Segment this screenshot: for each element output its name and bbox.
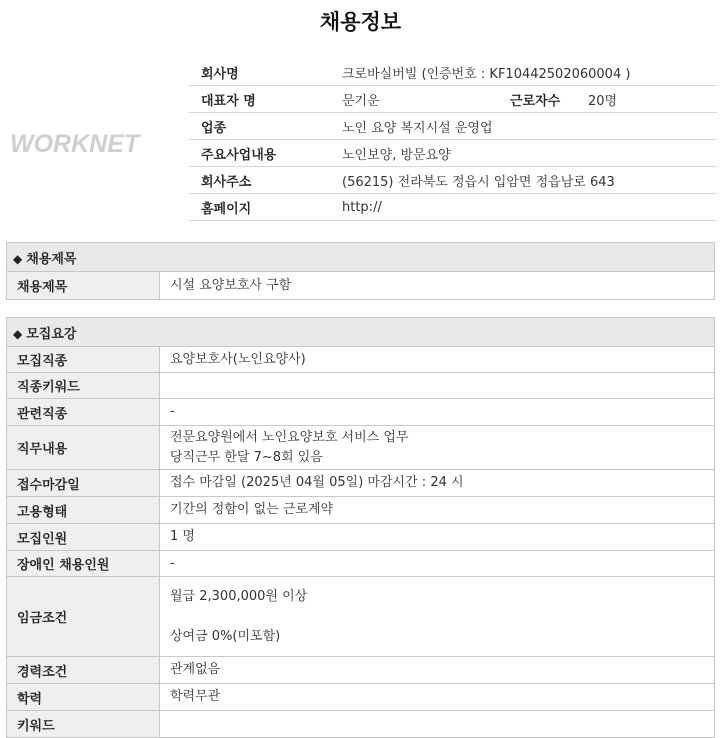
requirement-value-line: 요양보호사(노인요양사) — [170, 351, 306, 367]
requirement-row — [7, 399, 715, 426]
requirement-row — [7, 373, 715, 399]
job-title-section-header — [7, 243, 715, 272]
requirement-value — [160, 497, 715, 524]
requirements-section-header — [7, 318, 715, 347]
requirement-value-line: - — [170, 555, 175, 571]
diamond-icon: ◆ — [13, 326, 23, 341]
requirements-section-label: 모집요강 — [26, 326, 77, 342]
company-row-homepage — [189, 194, 717, 221]
requirement-value-line: 당직근무 한달 7~8회 있음 — [170, 449, 323, 465]
requirement-value — [160, 711, 715, 738]
requirement-label: 고용형태 — [7, 497, 160, 524]
requirement-value-line: 상여금 0%(미포함) — [170, 628, 281, 644]
requirement-value-line: 기간의 정함이 없는 근로계약 — [170, 502, 334, 517]
requirement-row — [7, 684, 715, 711]
requirement-value-line — [170, 714, 714, 734]
requirement-value — [160, 347, 715, 373]
worknet-logo: WORKNET — [10, 130, 140, 158]
company-row-address — [189, 167, 717, 194]
requirement-value-line: - — [170, 404, 175, 419]
requirement-value-line: 전문요양원에서 노인요양보호 서비스 업무 — [170, 429, 409, 445]
requirement-row — [7, 426, 715, 470]
ceo-value: 문기운 — [342, 93, 380, 109]
requirement-row — [7, 470, 715, 497]
requirement-value — [160, 399, 715, 426]
company-name-label: 회사명 — [189, 59, 329, 86]
requirement-value-line — [170, 376, 714, 396]
homepage-label: 홈페이지 — [189, 194, 329, 221]
requirement-row — [7, 551, 715, 577]
requirement-label: 장애인 채용인원 — [7, 551, 160, 577]
requirement-row — [7, 524, 715, 551]
workers-value: 20명 — [588, 93, 618, 109]
requirement-row — [7, 577, 715, 657]
industry-label: 업종 — [189, 113, 329, 140]
requirement-label: 임금조건 — [7, 577, 160, 657]
requirement-value-line: 접수 마감일 (2025년 04월 05일) 마감시간 : 24 시 — [170, 475, 464, 490]
requirement-value-line: 월급 2,300,000원 이상 — [170, 588, 308, 604]
requirement-label: 키워드 — [7, 711, 160, 738]
requirement-label: 모집인원 — [7, 524, 160, 551]
address-value: (56215) 전라북도 정읍시 입암면 정읍남로 643 — [329, 167, 717, 194]
requirement-value-line: 관계없음 — [170, 662, 221, 677]
job-title-section-label: 채용제목 — [26, 251, 77, 267]
requirement-value — [160, 551, 715, 577]
requirement-label: 경력조건 — [7, 657, 160, 684]
requirement-value-line — [170, 607, 714, 627]
requirement-value-line: 1 명 — [170, 529, 195, 544]
company-row-business — [189, 140, 717, 167]
homepage-link[interactable]: http:// — [329, 194, 717, 221]
requirement-value — [160, 470, 715, 497]
requirement-label: 직무내용 — [7, 426, 160, 470]
business-label: 주요사업내용 — [189, 140, 329, 167]
diamond-icon: ◆ — [13, 251, 23, 266]
requirement-row — [7, 497, 715, 524]
company-row-ceo — [189, 86, 717, 113]
requirement-label: 관련직종 — [7, 399, 160, 426]
ceo-workers-cell — [329, 86, 717, 113]
business-value: 노인보양, 방문요양 — [329, 140, 717, 167]
requirement-row — [7, 347, 715, 373]
job-title-value: 시설 요양보호사 구함 — [160, 272, 715, 300]
industry-value: 노인 요양 복지시설 운영업 — [329, 113, 717, 140]
requirement-value — [160, 373, 715, 399]
requirement-label: 접수마감일 — [7, 470, 160, 497]
requirement-value — [160, 684, 715, 711]
requirement-label: 모집직종 — [7, 347, 160, 373]
requirements-table — [6, 317, 715, 738]
requirement-label: 직종키워드 — [7, 373, 160, 399]
company-row-name — [189, 59, 717, 86]
requirement-value — [160, 426, 715, 470]
requirement-row — [7, 657, 715, 684]
company-info-table — [189, 59, 717, 221]
job-title-table — [6, 242, 715, 300]
requirement-value — [160, 577, 715, 657]
company-name-value: 크로바실버빌 (인증번호 : KF10442502060004 ) — [329, 59, 717, 86]
requirement-value-line: 학력무관 — [170, 689, 221, 704]
workers-label: 근로자수 — [510, 93, 561, 109]
page-title: 채용정보 — [319, 10, 402, 34]
job-title-label: 채용제목 — [7, 272, 160, 300]
ceo-label: 대표자 명 — [189, 86, 329, 113]
requirement-label: 학력 — [7, 684, 160, 711]
requirement-row — [7, 711, 715, 738]
company-row-industry — [189, 113, 717, 140]
address-label: 회사주소 — [189, 167, 329, 194]
requirement-value — [160, 524, 715, 551]
requirement-value — [160, 657, 715, 684]
